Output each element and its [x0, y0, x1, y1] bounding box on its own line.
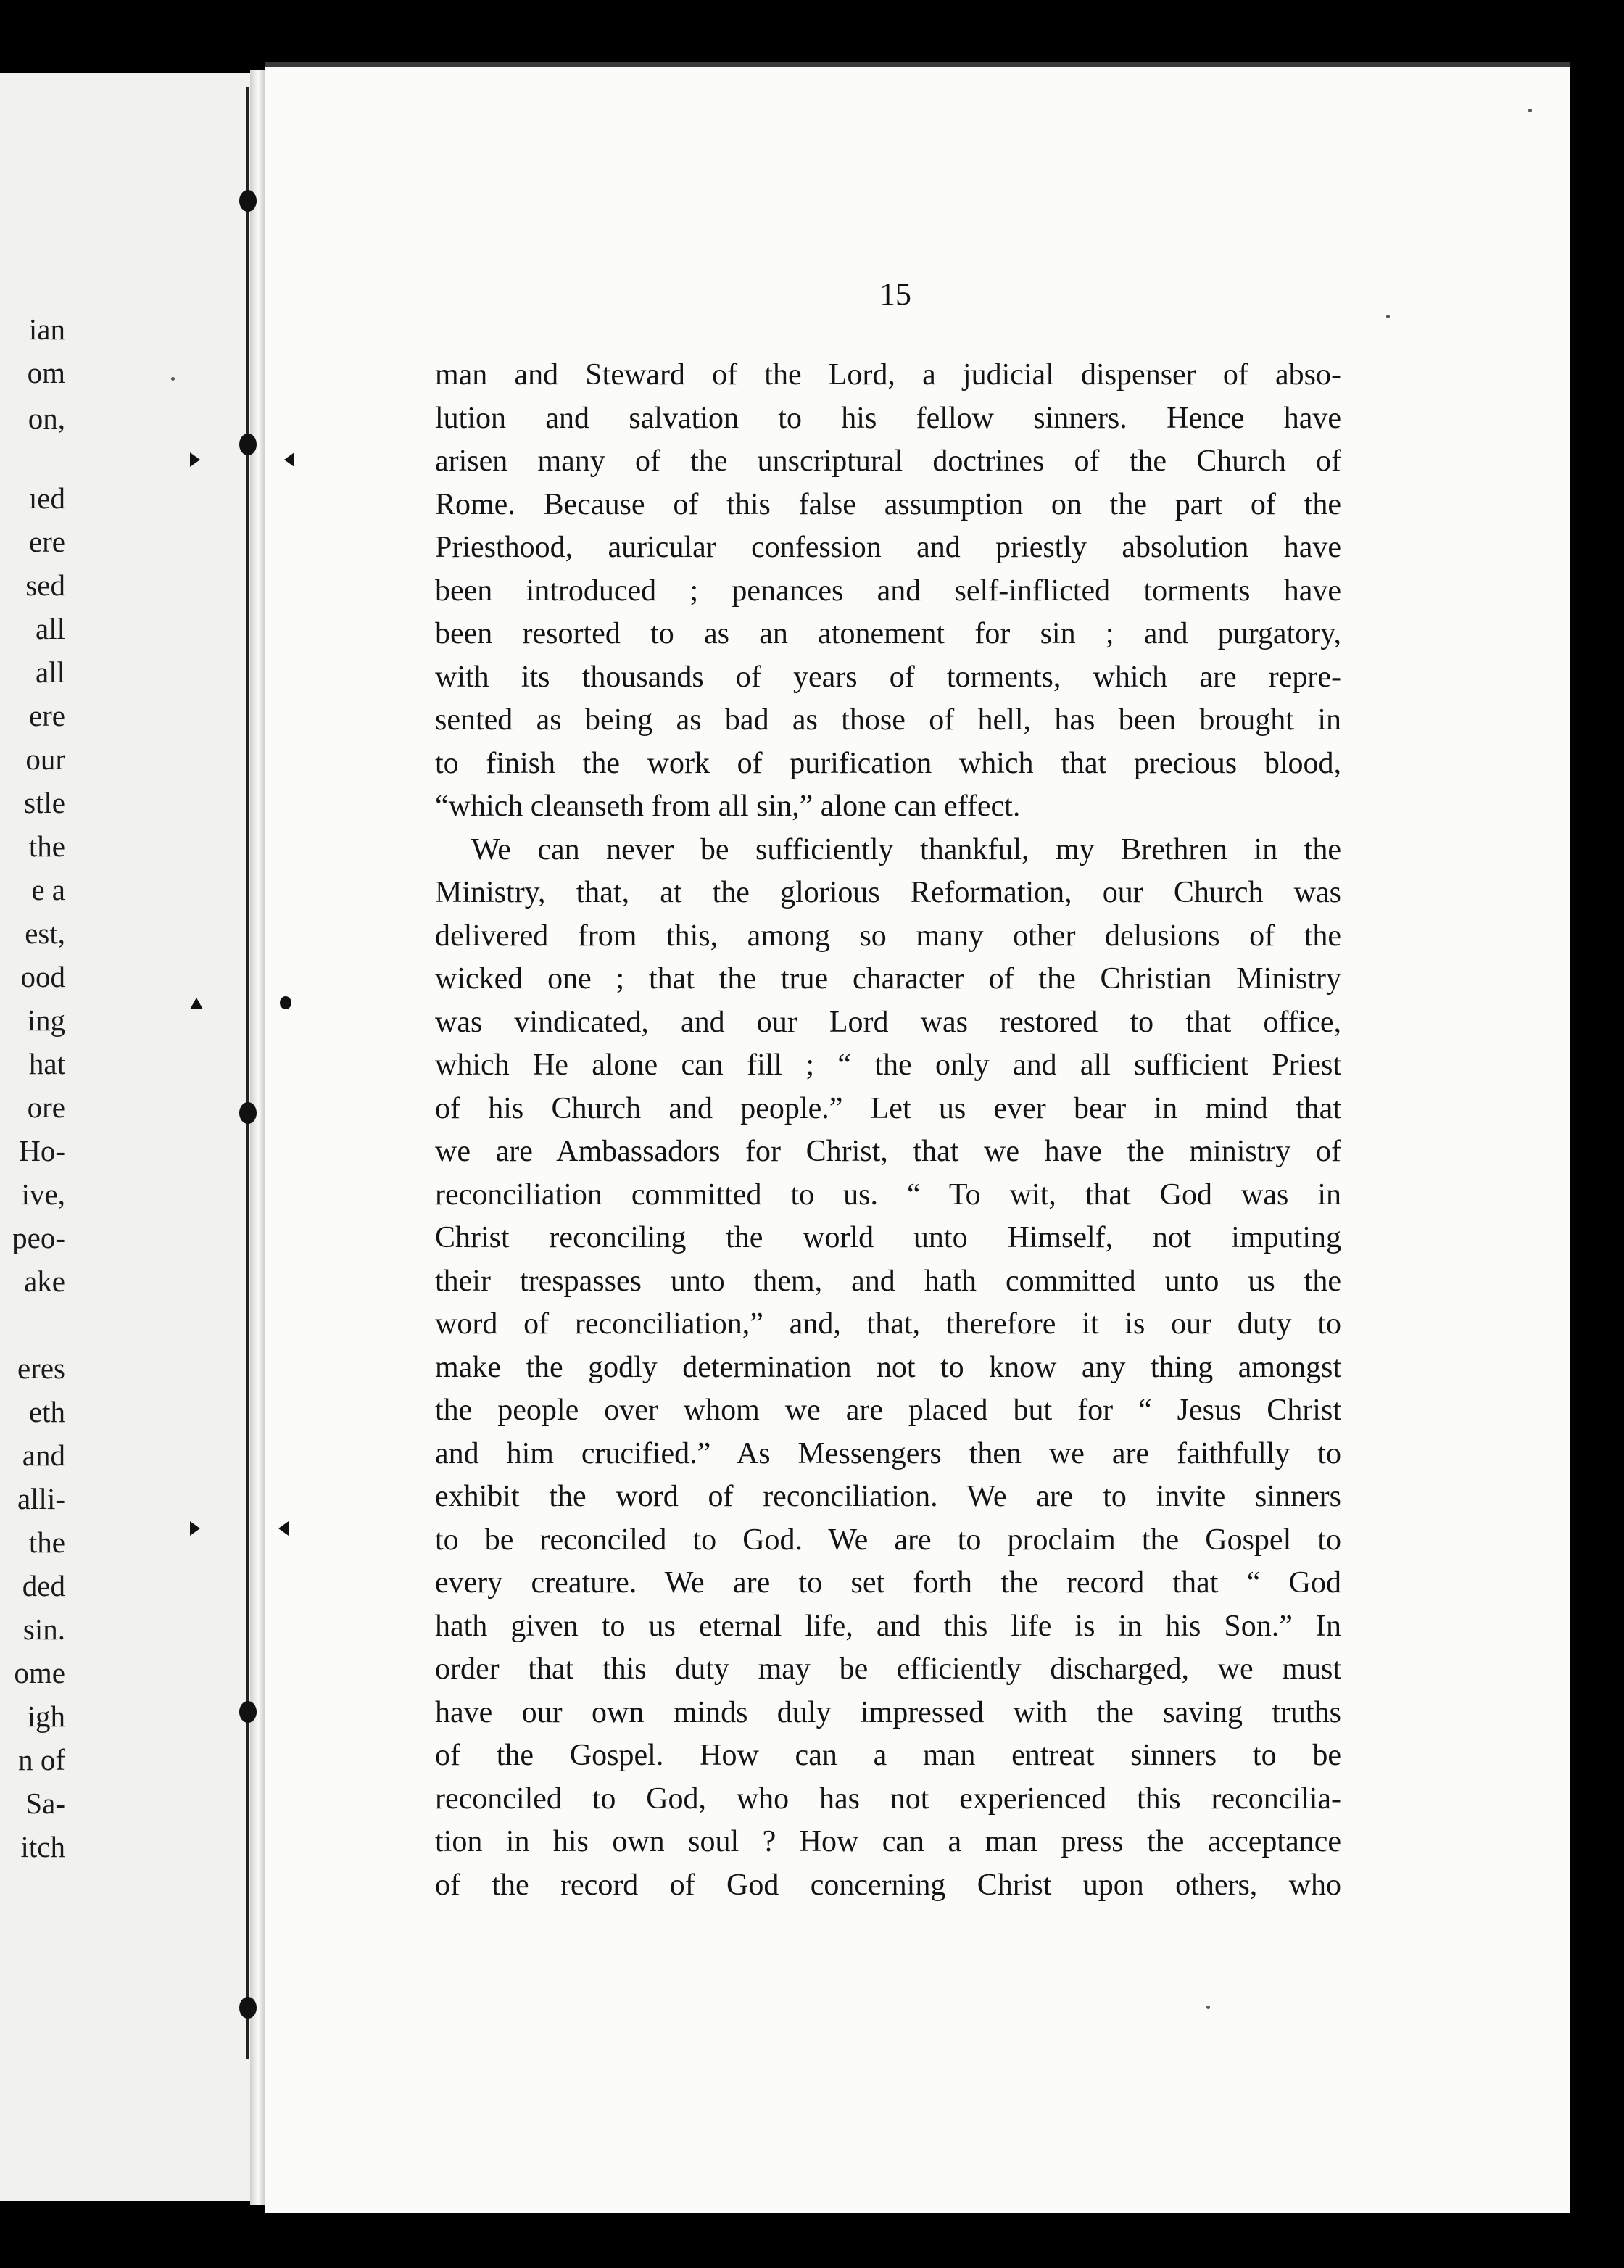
stitch-hole: [239, 190, 257, 212]
left-page-fragment: ere: [28, 525, 65, 558]
left-page-fragment: ing: [27, 1003, 65, 1037]
left-page-fragment: peo-: [12, 1221, 65, 1254]
text-line: hath given to us eternal life, and this life is in his Son.” In: [435, 1609, 1341, 1643]
stitch-hole: [239, 1701, 257, 1723]
left-page-fragment: the: [28, 1526, 65, 1559]
text-line: Ministry, that, at the glorious Reformation, our Church was: [435, 876, 1341, 909]
text-line: of the Gospel. How can a man entreat sinners to be: [435, 1739, 1341, 1772]
paper-speck: [171, 377, 175, 381]
left-page-fragment: our: [25, 742, 65, 776]
left-page-fragment: Ho-: [19, 1134, 65, 1167]
text-line: been resorted to as an atonement for sin ; and purgatory,: [435, 617, 1341, 650]
register-mark: [280, 996, 291, 1009]
register-mark: [190, 998, 203, 1009]
text-line: and him crucified.” As Messengers then we are faithfully to: [435, 1436, 1341, 1470]
text-line: We can never be sufficiently thankful, my Brethren in the: [471, 832, 1341, 866]
body-text: [435, 354, 1341, 1907]
text-line: been introduced ; penances and self-inflicted torments have: [435, 574, 1341, 608]
text-line: delivered from this, among so many other delusions of the: [435, 919, 1341, 953]
text-line: with its thousands of years of torments, which are repre-: [435, 660, 1341, 694]
text-line: reconciliation committed to us. “ To wit, that God was in: [435, 1178, 1341, 1212]
text-line: to finish the work of purification which that precious blood,: [435, 746, 1341, 780]
text-line: Rome. Because of this false assumption on the part of the: [435, 487, 1341, 521]
text-line: sented as being as bad as those of hell, has been brought in: [435, 703, 1341, 737]
left-page: [0, 73, 250, 2201]
text-line: word of reconciliation,” and, that, therefore it is our duty to: [435, 1307, 1341, 1341]
left-page-fragment: ıed: [28, 481, 65, 515]
text-line: of his Church and people.” Let us ever bear in mind that: [435, 1091, 1341, 1125]
text-line: exhibit the word of reconciliation. We are to invite sinners: [435, 1480, 1341, 1513]
left-page-fragment: stle: [24, 786, 65, 819]
page-number: 15: [879, 276, 911, 312]
text-line: their trespasses unto them, and hath committed unto us the: [435, 1264, 1341, 1298]
left-page-fragment: the: [28, 829, 65, 863]
left-page-fragment: ake: [24, 1265, 65, 1298]
left-page-fragment: all: [36, 612, 65, 645]
left-page-fragment: eres: [17, 1352, 65, 1385]
left-page-fragment: ded: [22, 1569, 65, 1602]
left-page-fragment: hat: [28, 1047, 65, 1080]
text-line: man and Steward of the Lord, a judicial dispenser of abso-: [435, 358, 1341, 392]
left-page-fragment: ere: [28, 699, 65, 732]
stitch-hole: [239, 434, 257, 455]
text-line: wicked one ; that the true character of the Christian Ministry: [435, 962, 1341, 996]
left-page-fragment: itch: [20, 1830, 65, 1863]
stitch-hole: [239, 1102, 257, 1124]
left-page-fragment: n of: [18, 1743, 65, 1776]
left-page-fragment: e a: [31, 873, 65, 906]
binding-gutter: [250, 70, 265, 2205]
left-page-fragment: Sa-: [25, 1787, 65, 1820]
paper-speck: [1386, 315, 1390, 318]
text-line: make the godly determination not to know any thing amongst: [435, 1350, 1341, 1384]
left-page-fragment: ood: [20, 960, 65, 993]
text-line: was vindicated, and our Lord was restored to that office,: [435, 1005, 1341, 1039]
text-line: which He alone can fill ; “ the only and all sufficient Priest: [435, 1048, 1341, 1082]
left-page-fragment: om: [27, 356, 65, 389]
binding-thread: [246, 87, 249, 2059]
register-mark: [284, 452, 294, 467]
text-line: to be reconciled to God. We are to proclaim the Gospel to: [435, 1523, 1341, 1557]
register-mark: [278, 1521, 289, 1536]
left-page-fragment: ome: [14, 1656, 65, 1689]
text-line: lution and salvation to his fellow sinners. Hence have: [435, 401, 1341, 435]
left-page-fragment: alli-: [17, 1482, 65, 1515]
register-mark: [190, 452, 200, 467]
text-line: tion in his own soul ? How can a man press the acceptance: [435, 1825, 1341, 1858]
left-page-fragment: ian: [28, 313, 65, 346]
register-mark: [190, 1521, 200, 1536]
left-page-fragment: all: [36, 655, 65, 689]
text-line: Christ reconciling the world unto Himself, not imputing: [435, 1221, 1341, 1254]
left-page-fragment: igh: [27, 1700, 65, 1733]
text-line: Priesthood, auricular confession and priestly absolution have: [435, 531, 1341, 564]
left-page-fragment: on,: [28, 402, 65, 435]
text-line: we are Ambassadors for Christ, that we have the ministry of: [435, 1135, 1341, 1168]
left-page-fragment: sin.: [22, 1613, 65, 1646]
paper-speck: [1206, 2006, 1210, 2009]
left-page-fragment: and: [22, 1439, 65, 1472]
left-page-fragment: ive,: [21, 1178, 65, 1211]
text-line: order that this duty may be efficiently discharged, we must: [435, 1652, 1341, 1686]
text-line: have our own minds duly impressed with the saving truths: [435, 1695, 1341, 1729]
left-page-fragment: eth: [28, 1395, 65, 1428]
stitch-hole: [239, 1997, 257, 2019]
text-line: “which cleanseth from all sin,” alone can effect.: [435, 790, 1021, 823]
text-line: the people over whom we are placed but for “ Jesus Christ: [435, 1394, 1341, 1427]
left-page-fragment: sed: [25, 568, 65, 602]
text-line: of the record of God concerning Christ upon others, who: [435, 1868, 1341, 1902]
text-line: every creature. We are to set forth the record that “ God: [435, 1566, 1341, 1599]
text-line: reconciled to God, who has not experienced this reconcilia-: [435, 1781, 1341, 1816]
left-page-fragment: ore: [27, 1090, 65, 1124]
paper-speck: [1528, 109, 1532, 112]
text-line: arisen many of the unscriptural doctrines of the Church of: [435, 444, 1341, 478]
left-page-fragment: est,: [25, 916, 65, 950]
